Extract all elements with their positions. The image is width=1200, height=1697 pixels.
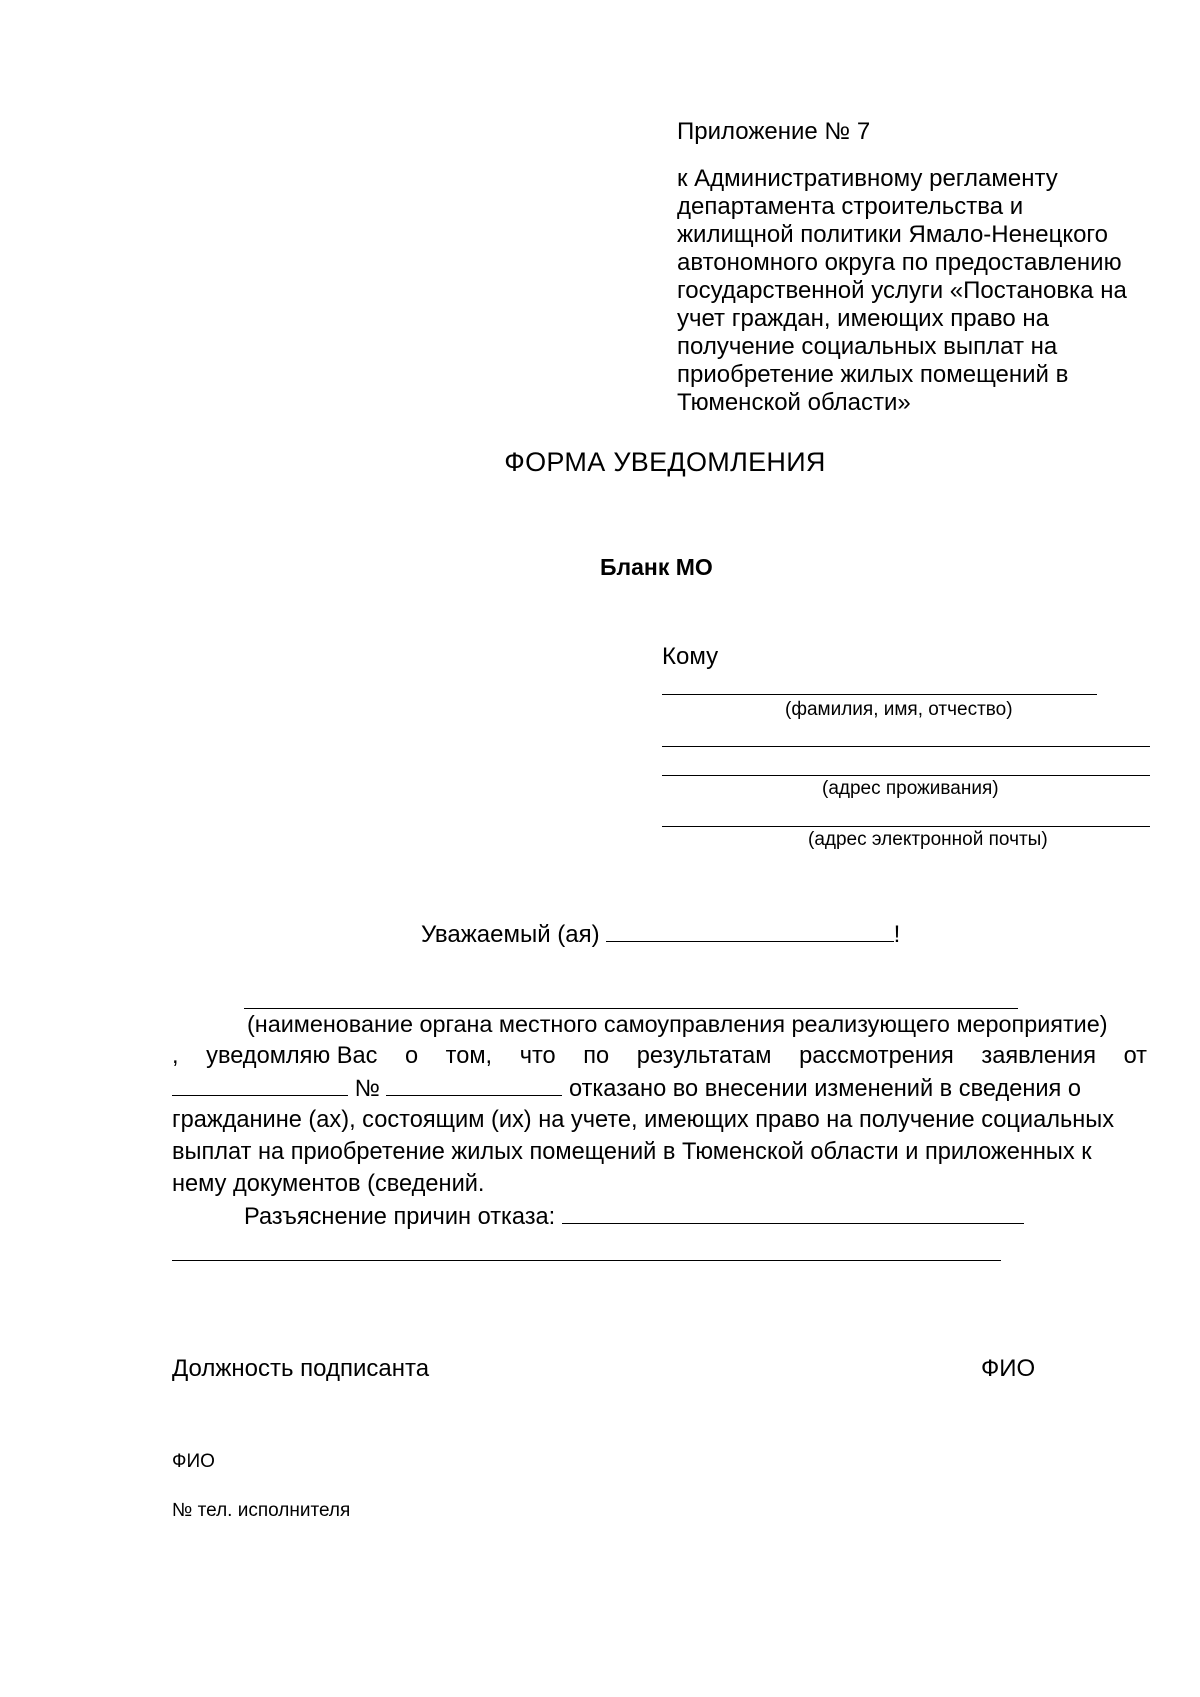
blank-label: Бланк МО — [600, 554, 713, 580]
body-word: что — [519, 1043, 556, 1069]
appendix-line: автономного округа по предоставлению — [677, 249, 1122, 276]
body-word: от — [1123, 1043, 1147, 1069]
body-line-3: гражданине (ах), состоящим (их) на учете, имеющих право на получение социальных — [172, 1107, 1115, 1133]
body-word: заявления — [981, 1043, 1096, 1069]
greeting-prefix: Уважаемый (ая) — [421, 921, 600, 948]
appendix-description — [677, 165, 1127, 417]
greeting-suffix: ! — [893, 921, 901, 948]
greeting — [421, 921, 900, 949]
body-word: результатам — [636, 1043, 772, 1069]
body-word: , — [172, 1043, 179, 1069]
recipient-email-caption: (адрес электронной почты) — [808, 829, 1048, 850]
org-name-line[interactable] — [244, 1008, 1018, 1009]
recipient-fio-line[interactable] — [662, 694, 1097, 695]
form-title: ФОРМА УВЕДОМЛЕНИЯ — [504, 447, 826, 477]
appendix-line: Тюменской области» — [677, 389, 911, 416]
recipient-label: Кому — [662, 643, 719, 670]
body-word: по — [583, 1043, 610, 1069]
appendix-line: к Административному регламенту — [677, 165, 1058, 192]
recipient-address-caption: (адрес проживания) — [822, 778, 999, 799]
recipient-address-line-2[interactable] — [662, 775, 1150, 776]
body-word: рассмотрения — [799, 1043, 954, 1069]
appendix-line: жилищной политики Ямало-Ненецкого — [677, 221, 1109, 248]
org-name-caption: (наименование органа местного самоуправления реализующего мероприятие) — [247, 1011, 1108, 1037]
body-line-2-text: отказано во внесении изменений в сведения о — [569, 1076, 1081, 1102]
body-line-4: выплат на приобретение жилых помещений в Тюменской области и приложенных к — [172, 1139, 1092, 1165]
body-line-5: нему документов (сведений. — [172, 1171, 485, 1197]
body-line-2 — [172, 1074, 1081, 1103]
signatory-position: Должность подписанта — [172, 1355, 430, 1382]
recipient-email-line[interactable] — [662, 826, 1150, 827]
appendix-line: государственной услуги «Постановка на — [677, 277, 1127, 304]
executor-phone: № тел. исполнителя — [172, 1500, 351, 1521]
body-word: том, — [445, 1043, 493, 1069]
number-sign: № — [354, 1076, 380, 1102]
recipient-address-line-1[interactable] — [662, 746, 1150, 747]
refusal-reason-line-2[interactable] — [172, 1260, 1001, 1261]
signatory-fio: ФИО — [981, 1355, 1036, 1382]
refusal-reason-label: Разъяснение причин отказа: — [244, 1204, 556, 1230]
refusal-reason — [244, 1202, 1024, 1231]
executor-fio: ФИО — [172, 1451, 215, 1472]
body-word: о — [404, 1043, 419, 1069]
appendix-number: Приложение № 7 — [677, 118, 871, 145]
greeting-name-blank[interactable] — [606, 921, 894, 942]
appendix-line: учет граждан, имеющих право на — [677, 305, 1050, 332]
body-word: уведомляю Вас — [206, 1043, 378, 1069]
refusal-reason-blank[interactable] — [562, 1202, 1024, 1224]
appendix-line: департамента строительства и — [677, 193, 1024, 220]
application-number-blank[interactable] — [386, 1074, 562, 1096]
body-line-1 — [172, 1042, 1147, 1070]
appendix-line: получение социальных выплат на — [677, 333, 1058, 360]
recipient-fio-caption: (фамилия, имя, отчество) — [785, 699, 1013, 720]
appendix-line: приобретение жилых помещений в — [677, 361, 1069, 388]
application-date-blank[interactable] — [172, 1074, 348, 1096]
